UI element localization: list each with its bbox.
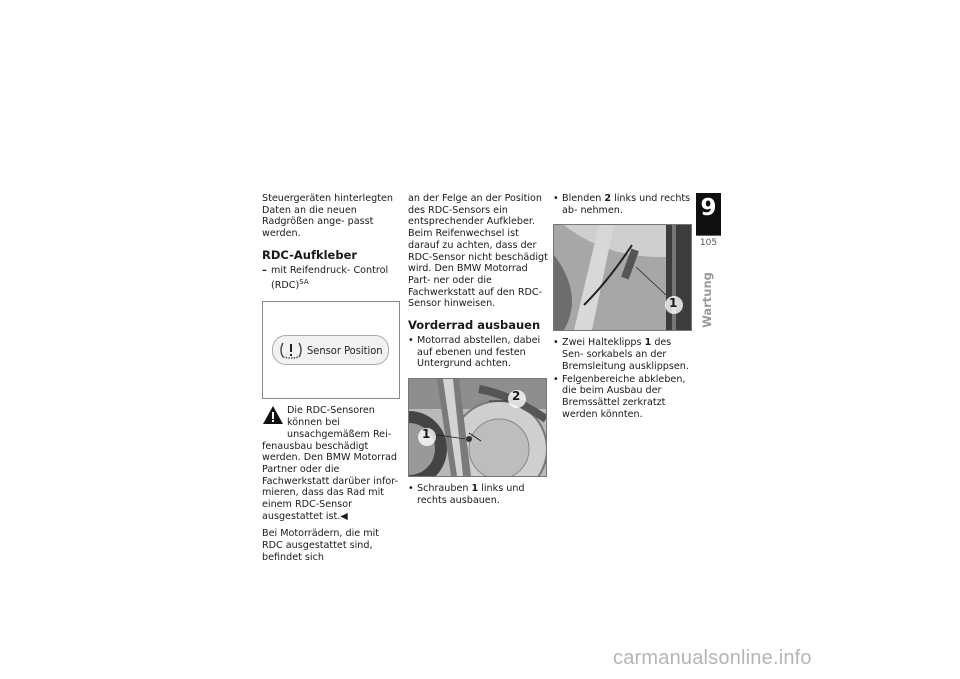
bullet-ref-number: 1 — [644, 337, 652, 349]
bullet-item — [408, 335, 548, 370]
column-1 — [262, 193, 402, 570]
tire-warning-icon — [279, 341, 303, 359]
photo-label-2: 2 — [512, 389, 521, 404]
tab-divider — [696, 235, 721, 236]
warning-block — [262, 405, 402, 522]
bullet-mark: • — [408, 335, 414, 347]
section-label-text: Wartung — [700, 272, 714, 328]
paragraph-2: Bei Motorrädern, die mit RDC ausgestattet sind, befindet sich — [262, 528, 380, 563]
brake-line-photo — [553, 224, 692, 331]
front-fork-photo — [408, 378, 547, 477]
paragraph-rdc-sticker: an der Felge an der Position des RDC-Sensors ein entsprechender Aufkleber. Beim Reifenwechsel ist darauf zu achten, dass der RDC-Sensor nicht beschädigt wird. Den BMW Motorrad Part- ner oder die Fachwerkstatt auf den RDC-Sensor hinweisen. — [408, 193, 548, 310]
bullet-mark: • — [553, 337, 559, 349]
bullet-item — [553, 337, 693, 372]
photo-label-1: 1 — [669, 296, 678, 311]
dash-item-label: mit Reifendruck- Control (RDC) — [271, 264, 389, 291]
dash-item — [262, 265, 402, 292]
bullet-ref-number: 1 — [471, 483, 479, 495]
bullet-text — [417, 483, 548, 506]
section-label — [700, 270, 714, 330]
bullet-text-post: links und rechts ausbauen. — [417, 483, 525, 506]
column-2 — [408, 193, 548, 508]
photo-label-1: 1 — [422, 427, 431, 442]
bullet-text-post: links und rechts ab- nehmen. — [562, 193, 691, 216]
bullet-item — [408, 483, 548, 506]
end-mark: ◀ — [340, 510, 348, 522]
bullet-text: Felgenbereiche abkleben, die beim Ausbau der Bremssättel zerkratzt werden könnten. — [562, 373, 686, 420]
sensor-position-label — [272, 335, 389, 365]
bullet-item — [553, 374, 693, 421]
heading-vorderrad-ausbauen: Vorderrad ausbauen — [408, 318, 541, 333]
bullet-mark: • — [553, 373, 559, 385]
bullet-text-post: des Sen- sorkabels an der Bremsleitung ausklippsen. — [562, 337, 689, 372]
dash-item-text — [271, 265, 402, 292]
bullet-text — [562, 337, 693, 372]
bullet-text-pre: Schrauben — [417, 483, 472, 495]
bullet-ref-number: 2 — [604, 193, 612, 204]
dash-mark: – — [262, 264, 267, 276]
intro-text: Steuergeräten hinterlegten Daten an die neuen Radgrößen ange- passt werden. — [262, 193, 393, 240]
sensor-position-figure — [262, 301, 400, 399]
bullet-text-pre: Zwei Halteklipps — [562, 337, 645, 349]
bullet-text — [562, 193, 693, 216]
bullet-mark: • — [408, 483, 414, 495]
bullet-text: Motorrad abstellen, dabei auf ebenen und festen Untergrund achten. — [417, 335, 541, 370]
sa-superscript: SA — [299, 277, 309, 286]
bullet-text-pre: Blenden — [562, 193, 605, 204]
sensor-position-text: Sensor Position — [307, 343, 383, 357]
watermark: carmanualsonline.info — [613, 647, 812, 669]
bullet-mark: • — [553, 193, 559, 204]
chapter-tab: 9 — [696, 193, 721, 235]
bullet-item — [553, 193, 693, 216]
page-number: 105 — [699, 238, 718, 248]
warning-text: Die RDC-Sensoren können bei unsachgemäßem Rei- fenausbau beschädigt werden. Den BMW Motorrad Partner oder die Fachwerkstatt darüber infor- mieren, dass das Rad mit einem RDC-Sensor ausgestattet ist. — [262, 405, 399, 522]
heading-rdc-aufkleber: RDC-Aufkleber — [262, 247, 358, 262]
warning-triangle-icon — [262, 405, 287, 429]
column-3 — [553, 193, 693, 421]
